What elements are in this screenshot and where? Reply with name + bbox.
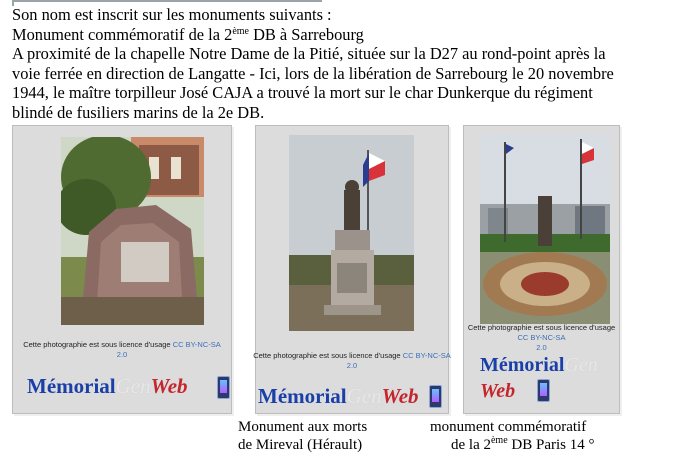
memorialgenweb-logo[interactable] bbox=[27, 374, 188, 399]
license-version[interactable]: 2.0 bbox=[536, 343, 547, 352]
intro-line-2-post: DB à Sarrebourg bbox=[248, 24, 364, 44]
license-notice bbox=[464, 323, 619, 353]
caption-paris-pre: de la 2 bbox=[451, 437, 491, 453]
logo-gen: Gen bbox=[115, 374, 151, 398]
mobile-app-icon[interactable] bbox=[429, 385, 442, 408]
memorialgenweb-logo[interactable] bbox=[258, 384, 419, 409]
intro-line-3: A proximité de la chapelle Notre Dame de la Pitié, située sur la D27 au rond-point après la bbox=[12, 44, 606, 64]
logo-memorial: Mémorial bbox=[27, 374, 116, 398]
logo-memorial: Mémorial bbox=[258, 384, 347, 408]
caption-mireval-line-2: de Mireval (Hérault) bbox=[238, 437, 363, 453]
license-link[interactable]: CC BY-NC-SA bbox=[172, 340, 221, 349]
license-notice bbox=[13, 340, 231, 360]
logo-gen: Gen bbox=[564, 354, 598, 376]
photo-paris-monument[interactable] bbox=[480, 134, 610, 324]
caption-mireval-line-1: Monument aux morts bbox=[238, 419, 368, 435]
intro-line-5: 1944, le maître torpilleur José CAJA a trouvé la mort sur le char Dunkerque du régiment bbox=[12, 83, 593, 103]
license-version[interactable]: 2.0 bbox=[116, 350, 128, 359]
license-text: Cette photographie est sous licence d'usage bbox=[253, 351, 401, 360]
top-divider bbox=[12, 0, 322, 2]
photo-card-sarrebourg[interactable] bbox=[12, 125, 232, 414]
photo-sarrebourg-monument[interactable] bbox=[61, 137, 204, 325]
intro-line-4: voie ferrée en direction de Langatte - Ici, lors de la libération de Sarrebourg le 20 novembre bbox=[12, 63, 614, 83]
license-text: Cette photographie est sous licence d'usage bbox=[23, 340, 171, 349]
mobile-app-icon[interactable] bbox=[217, 376, 230, 399]
caption-paris-sup: ème bbox=[490, 435, 508, 446]
license-link[interactable]: CC BY-NC-SA bbox=[402, 351, 451, 360]
intro-line-2 bbox=[12, 25, 667, 45]
logo-gen: Gen bbox=[346, 384, 382, 408]
logo-web: Web bbox=[150, 374, 188, 398]
intro-line-2-pre: Monument commémoratif de la 2 bbox=[12, 24, 233, 44]
license-text: Cette photographie est sous licence d'usage bbox=[467, 323, 616, 332]
license-notice bbox=[253, 351, 451, 371]
logo-web: Web bbox=[381, 384, 419, 408]
photo-card-paris[interactable] bbox=[463, 125, 620, 414]
logo-web: Web bbox=[480, 380, 516, 402]
intro-line-1: Son nom est inscrit sur les monuments suivants : bbox=[12, 5, 332, 24]
caption-paris-post: DB Paris 14 ° bbox=[507, 437, 595, 453]
caption-paris-line-1: monument commémoratif bbox=[430, 419, 587, 435]
photo-card-mireval[interactable] bbox=[255, 125, 449, 414]
logo-memorial: Mémorial bbox=[480, 354, 565, 376]
license-link[interactable]: CC BY-NC-SA bbox=[517, 333, 566, 342]
memorialgenweb-logo[interactable] bbox=[480, 352, 630, 404]
photo-mireval-monument[interactable] bbox=[289, 135, 414, 331]
intro-text bbox=[12, 5, 667, 123]
intro-line-2-sup: ème bbox=[232, 25, 249, 37]
intro-line-6: blindé de fusiliers marins de la 2e DB. bbox=[12, 102, 265, 122]
caption-paris-line-2 bbox=[451, 436, 594, 454]
mobile-app-icon[interactable] bbox=[537, 379, 550, 402]
license-version[interactable]: 2.0 bbox=[346, 361, 358, 370]
